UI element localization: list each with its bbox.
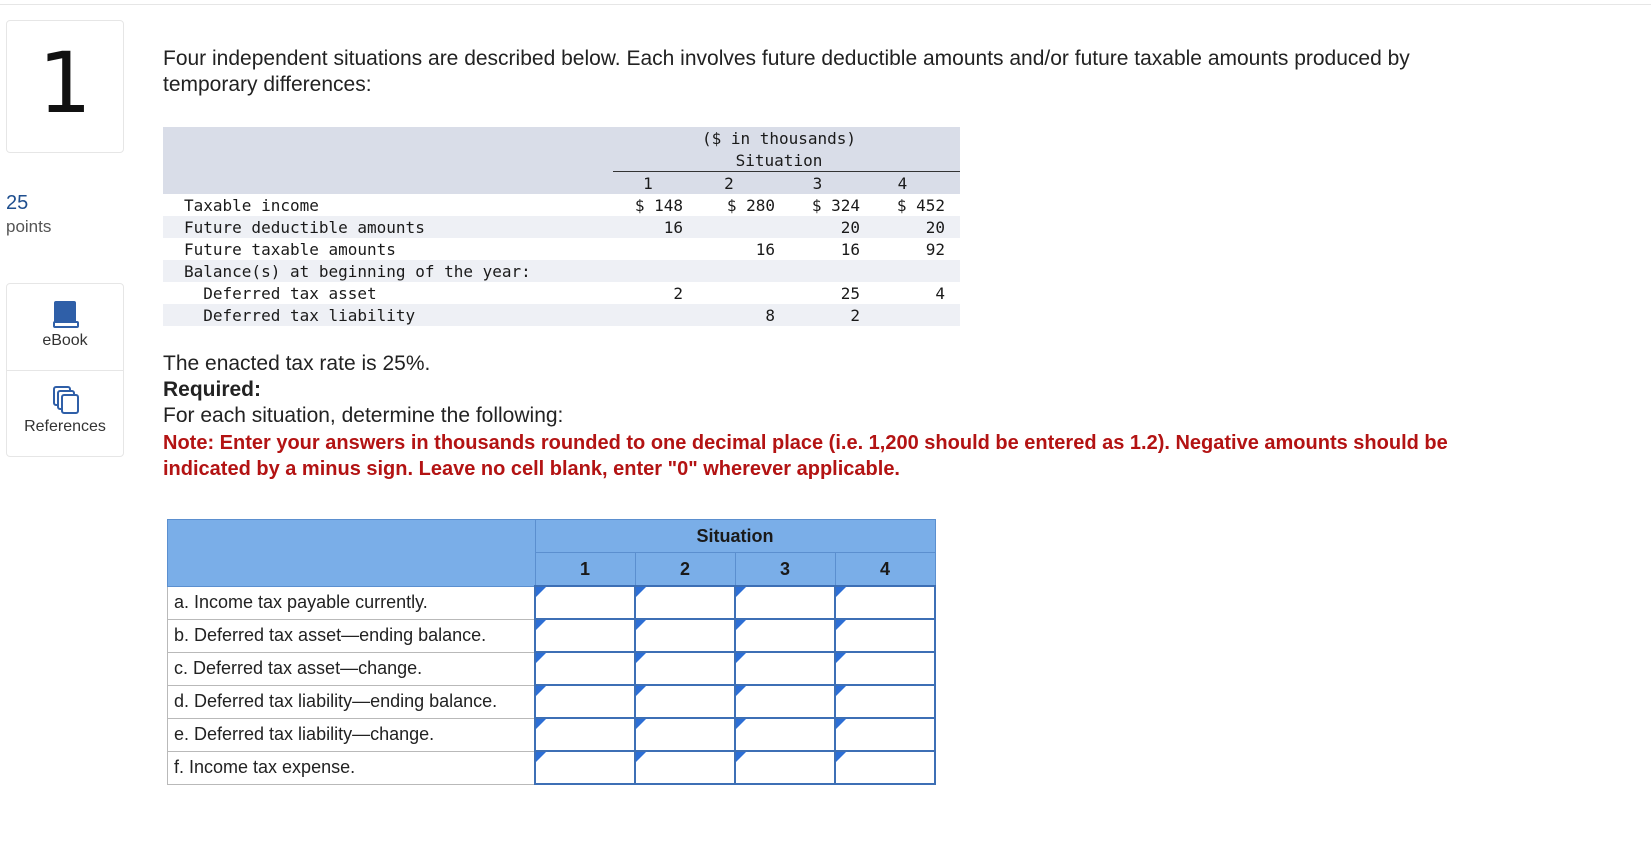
answer-cell[interactable] (735, 652, 835, 685)
cell: 20 (925, 217, 945, 237)
answer-input[interactable] (836, 620, 934, 651)
answer-input[interactable] (636, 587, 734, 618)
answer-input[interactable] (836, 752, 934, 783)
answer-input[interactable] (736, 752, 834, 783)
answer-input[interactable] (736, 587, 834, 618)
answer-cell[interactable] (735, 619, 835, 652)
cell (613, 304, 683, 326)
answer-cell[interactable] (635, 652, 735, 685)
table-row (163, 260, 960, 282)
cell: 20 (840, 217, 860, 237)
answer-input[interactable] (836, 686, 934, 717)
data-table-group-row (163, 149, 960, 172)
answer-col-header: 2 (635, 553, 735, 587)
cell (613, 238, 683, 260)
answer-cell[interactable] (635, 718, 735, 751)
answer-cell[interactable] (635, 586, 735, 619)
answer-input[interactable] (736, 719, 834, 750)
answer-situation-header: Situation (535, 520, 935, 553)
answer-input[interactable] (636, 752, 734, 783)
answer-cell[interactable] (535, 619, 635, 652)
answer-row (168, 586, 936, 619)
top-divider (0, 4, 1651, 5)
data-table-header-row (163, 172, 960, 195)
answer-input[interactable] (836, 719, 934, 750)
ebook-label: eBook (42, 332, 88, 349)
table-row (163, 194, 960, 216)
answer-row-label: d. Deferred tax liability—ending balance. (168, 685, 536, 718)
answer-cell[interactable] (535, 751, 635, 784)
answer-cell[interactable] (635, 619, 735, 652)
answer-cell[interactable] (535, 685, 635, 718)
intro-text: Four independent situations are described below. Each involves future deductible amounts and/or future taxable amounts produced by temporary differences: (163, 47, 1410, 96)
cell: 2 (673, 283, 683, 303)
answer-cell[interactable] (835, 718, 935, 751)
answer-input[interactable] (636, 719, 734, 750)
answer-input[interactable] (536, 719, 634, 750)
answer-cell[interactable] (835, 685, 935, 718)
instructions-text: For each situation, determine the following: (163, 404, 564, 427)
answer-col-header: 3 (735, 553, 835, 587)
answer-input[interactable] (836, 587, 934, 618)
answer-cell[interactable] (835, 652, 935, 685)
answer-row (168, 718, 936, 751)
answer-cell[interactable] (635, 751, 735, 784)
answer-cell[interactable] (835, 619, 935, 652)
answer-cell[interactable] (635, 685, 735, 718)
units-label: ($ in thousands) (701, 128, 857, 148)
cell: 16 (840, 239, 860, 259)
tax-rate-text: The enacted tax rate is 25%. (163, 352, 431, 375)
row-label: Deferred tax asset (184, 283, 377, 303)
col-header: 3 (775, 172, 860, 195)
note-text: Note: Enter your answers in thousands rounded to one decimal place (i.e. 1,200 should be entered as 1.2). Negative amounts should be indicated by a minus sign. Leave no cell blank, enter "0" wherever applicable. (163, 432, 1448, 480)
answer-row-label: f. Income tax expense. (168, 751, 536, 784)
tools-panel (6, 283, 124, 457)
answer-row-label: b. Deferred tax asset—ending balance. (168, 619, 536, 652)
table-row (163, 216, 960, 238)
points-value: 25 (6, 192, 29, 214)
table-row (163, 282, 960, 304)
cell: $ 324 (811, 195, 860, 215)
table-row (163, 238, 960, 260)
cell: 16 (755, 239, 775, 259)
answer-input[interactable] (836, 653, 934, 684)
cell: 25 (840, 283, 860, 303)
answer-cell[interactable] (835, 586, 935, 619)
answer-cell[interactable] (535, 586, 635, 619)
cell: 4 (935, 283, 945, 303)
answer-cell[interactable] (735, 685, 835, 718)
answer-input[interactable] (636, 620, 734, 651)
cell: $ 452 (896, 195, 945, 215)
book-icon (53, 300, 79, 328)
answer-input[interactable] (536, 686, 634, 717)
answer-row (168, 652, 936, 685)
answer-row-label: c. Deferred tax asset—change. (168, 652, 536, 685)
answer-input[interactable] (736, 686, 834, 717)
data-table-units-row (163, 127, 960, 149)
row-label: Deferred tax liability (184, 305, 416, 325)
required-heading: Required: (163, 378, 262, 401)
cell: $ 280 (726, 195, 775, 215)
answer-cell[interactable] (735, 751, 835, 784)
answer-input[interactable] (536, 653, 634, 684)
references-label: References (24, 418, 106, 435)
cell (860, 304, 945, 326)
points-label: points (6, 217, 52, 236)
copy-icon (53, 386, 79, 414)
col-header: 4 (860, 172, 945, 195)
col-header: 1 (613, 172, 683, 195)
answer-input[interactable] (736, 653, 834, 684)
cell: $ 148 (634, 195, 683, 215)
answer-cell[interactable] (835, 751, 935, 784)
cell: 16 (663, 217, 683, 237)
answer-cell[interactable] (735, 718, 835, 751)
answer-col-header: 1 (535, 553, 635, 587)
answer-row-label: a. Income tax payable currently. (168, 586, 536, 619)
answer-input[interactable] (536, 752, 634, 783)
row-label: Future deductible amounts (184, 217, 425, 237)
answer-row (168, 685, 936, 718)
cell: 8 (765, 305, 775, 325)
answer-input[interactable] (536, 587, 634, 618)
answer-table (167, 519, 936, 785)
row-label: Taxable income (184, 195, 319, 215)
answer-input[interactable] (636, 686, 734, 717)
situations-data-table (163, 127, 960, 326)
cell (683, 282, 775, 304)
answer-group-row (168, 520, 936, 553)
question-number: 1 (38, 34, 92, 132)
answer-row-label: e. Deferred tax liability—change. (168, 718, 536, 751)
answer-col-header: 4 (835, 553, 935, 587)
answer-input[interactable] (636, 653, 734, 684)
references-button[interactable] (7, 370, 123, 456)
answer-cell[interactable] (535, 652, 635, 685)
answer-cell[interactable] (535, 718, 635, 751)
row-label: Future taxable amounts (184, 239, 396, 259)
question-number-box (6, 20, 124, 153)
situation-group-label: Situation (735, 150, 823, 170)
col-header: 2 (683, 172, 775, 195)
answer-table-corner (168, 520, 536, 587)
table-row (163, 304, 960, 326)
answer-input[interactable] (736, 620, 834, 651)
answer-input[interactable] (536, 620, 634, 651)
cell: 92 (925, 239, 945, 259)
answer-cell[interactable] (735, 586, 835, 619)
cell (683, 216, 775, 238)
answer-row (168, 751, 936, 784)
ebook-button[interactable] (7, 284, 123, 371)
answer-row (168, 619, 936, 652)
cell: 2 (850, 305, 860, 325)
row-label: Balance(s) at beginning of the year: (184, 261, 531, 281)
